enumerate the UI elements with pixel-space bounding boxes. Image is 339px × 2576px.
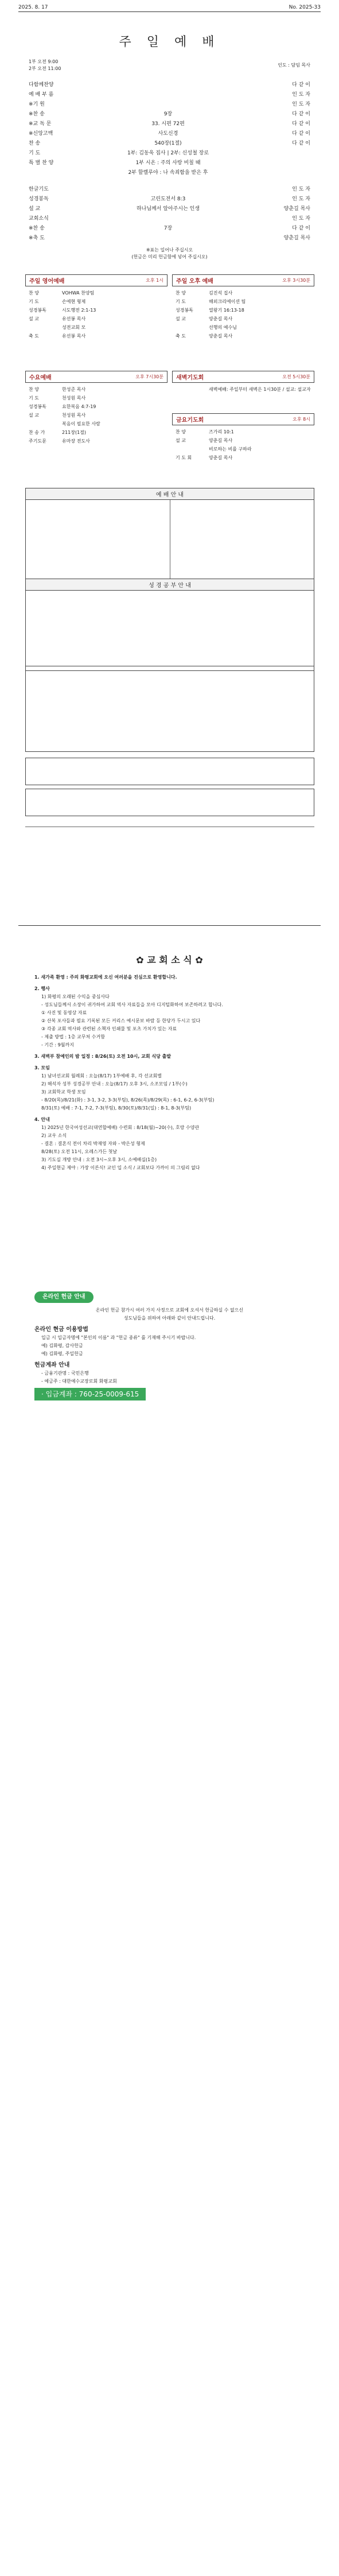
box-row-value: 유마장 전도사 [62,439,90,444]
note-offering: (헌금은 미리 헌금함에 넣어 주십시오) [131,254,208,259]
news-line: 8/31(토) 예배 : 7-1, 7-2, 7-3(부팀), 8/30(토)/8/31(일) : 8-1, 8-3(부팀) [41,1105,192,1111]
box-row [29,420,164,428]
english-service-title: 주일 영어예배 [29,278,65,285]
row-label: 한글기도 [29,187,49,192]
staff-section [25,758,314,816]
row-person: 인 도 자 [292,196,310,202]
afternoon-service-title: 주일 오후 예배 [176,278,213,285]
box-row [176,323,311,332]
row-content: 고린도전서 8:3 [150,196,186,202]
box-row-label: 설 교 [176,438,186,443]
news-line: - 성도님들께서 소장이 귀가하여 교회 역사 자료들을 모아 디지털화하여 보존하려고 합니다. [41,1002,223,1007]
box-row [176,332,311,340]
schedule-title: 예 배 안 내 [25,488,314,500]
friday-prayer-title: 금요기도회 [176,417,204,424]
divider [18,925,321,926]
row-content: 33. 시편 72편 [151,121,185,127]
box-row-label [29,420,62,428]
worship-row [29,138,310,148]
row-person: 인 도 자 [292,102,310,107]
box-row [29,315,164,323]
service-time-2: 2부 오전 11:00 [29,66,61,71]
box-row [176,315,311,323]
box-row-label: 성경봉독 [29,404,46,409]
box-row-value: 비로하는 비를 구하라 [209,447,252,452]
box-row-label: 찬 양 [176,290,186,296]
row-person: 인 도 자 [292,92,310,98]
sermon-row [29,184,310,193]
ministry-table [25,666,314,752]
wednesday-service-title: 수요예배 [29,375,52,381]
cash-method-desc: 입금 시 입금자명에 "본인의 이름" 과 "헌금 종류" 를 기재해 주시기 바랍니다. [41,1335,196,1340]
box-row [176,289,311,297]
friday-prayer-box [172,413,314,464]
box-row-label [176,385,209,394]
directory-grid [25,827,314,890]
news-heading: 4. 안내 [34,1117,50,1122]
row-person: 다 같 이 [292,82,310,88]
news-line: 1) 남녀선교회 월례회 : 오늘(8/17) 1부예배 후, 각 선교회별 [41,1073,162,1078]
afternoon-service-box [172,274,314,343]
box-row-value: 유선봉 목사 [62,333,86,339]
box-row-value: 양춘길 목사 [209,316,233,321]
sermon-row [29,193,310,203]
box-row-value: 해외크리에이션 팀 [209,299,246,304]
row-label: 설 교 [29,206,41,212]
box-row-value: 시도행전 2:1-13 [62,308,96,313]
afternoon-service-time: 오후 3시30분 [282,278,310,283]
row-content: 2부 할렐루야 : 나 속죄함을 받은 후 [128,170,208,176]
schedule-table [25,500,314,586]
bulletin-number: No. 2025-33 [289,5,321,10]
bulletin-header [18,5,321,12]
directory-section [25,827,314,890]
box-row-value: 천성원 목사 [62,413,86,418]
box-row-label: 성경봉독 [176,308,193,313]
box-row [29,289,164,297]
box-row [29,332,164,340]
sermon-row [29,232,310,242]
box-row-label: 설 교 [176,316,186,321]
worship-row [29,108,310,118]
worship-row [29,128,310,138]
news-line: 2) 교우 소식 [41,1133,67,1138]
row-label: 성경봉독 [29,196,49,202]
box-row-label: 찬 양 [29,290,39,296]
box-row [176,453,311,462]
box-row-label [176,323,209,332]
row-label: 기 도 [29,150,41,156]
box-row-label: 기 도 [29,299,39,304]
news-line: 8/28(토) 오전 11시, 오레스가든 첫날 [41,1149,118,1154]
row-content: 1부 시온 : 주의 사랑 비칠 때 [135,160,201,166]
box-row [176,297,311,306]
church-news [34,970,305,1172]
box-row-value: 유선봉 목사 [62,316,86,321]
box-row-value: 새벽예배: 주일부터 새벽은 1시30분 / 설교: 설교자 [209,387,311,392]
bible-study-section [25,579,314,671]
note-stand: ※표는 일어나 주십시오 [146,247,193,253]
box-row [29,323,164,332]
row-label: ※교 독 문 [29,121,52,127]
row-person: 인 도 자 [292,187,310,192]
row-content: 사도신경 [158,131,178,137]
news-line: 1) 2025년 한국여성선교(대연합예배) 수련회 : 8/18(월)~20(수), 호랑 수양관 [41,1125,200,1130]
row-person: 양춘길 목사 [283,206,310,212]
cash-method-title: 온라인 현금 이용방법 [34,1326,88,1333]
news-line: ① 사진 및 동영상 자료 [41,1010,87,1015]
box-row-label: 주기도문 [29,439,46,444]
box-row-label: 축 도 [29,333,39,339]
box-row-value: 열왕기 16:13-18 [209,308,244,313]
box-row-value: 선행의 예수님 [209,325,237,330]
news-line: ③ 각종 교회 역사와 관련된 소책자 인쇄물 및 포츠 가치가 있는 자료 [41,1026,177,1031]
box-row [176,436,311,445]
dawn-prayer-box [172,371,314,396]
row-label: ※찬 송 [29,226,45,231]
row-label: 특 별 찬 양 [29,160,54,166]
row-content: 하나님께서 알아주시는 인생 [136,206,200,212]
row-label: 다함께찬양 [29,82,54,88]
row-content: 7장 [163,226,173,231]
box-row-value: 양춘길 목사 [209,333,233,339]
box-row [176,428,311,436]
box-row [29,411,164,420]
english-service-box [25,274,167,343]
box-row-value: 양춘길 목사 [209,455,233,460]
news-line: 3) 교회학교 학생 모임 [41,1089,86,1095]
worship-row [29,157,310,167]
service-leader: 인도 : 담임 목사 [278,63,310,68]
box-row-value: 김진석 집사 [209,290,233,296]
sermon-order [29,184,310,242]
row-person: 다 같 이 [292,226,310,231]
box-row-value: 양춘길 목사 [209,438,233,443]
box-row-value: 요한복음 4:7-19 [62,404,96,409]
row-label: ※신앙고백 [29,131,53,137]
sermon-row [29,203,310,213]
worship-row [29,167,310,177]
service-head [29,59,310,72]
row-label: ※기 원 [29,102,45,107]
row-person: 다 같 이 [292,141,310,146]
worship-row [29,99,310,108]
news-heading: 3. 새벽부 참예인의 밤 일정 : 8/26(토) 오전 10시, 교회 식당 출발 [34,1054,172,1059]
bible-study-title: 성 경 공 부 안 내 [25,579,314,591]
dawn-prayer-time: 오전 5시30분 [282,374,310,379]
online-desc-2: 성도님들을 위하여 아래와 같이 안내드립니다. [123,1316,216,1321]
bulletin-date: 2025. 8. 17 [18,5,48,10]
box-row-value: 한성준 목사 [62,387,86,392]
row-person: 인 도 자 [292,216,310,222]
service-time-1: 1부 오전 9:00 [29,59,59,64]
box-row [176,385,311,394]
row-person: 다 같 이 [292,131,310,137]
friday-prayer-time: 오후 8시 [293,417,310,422]
box-row-value: 손에현 형제 [62,299,86,304]
box-row-value: 복음이 필요한 사람 [62,421,100,426]
ministry-section [25,666,314,752]
example-2: 예) 김화평, 주일헌금 [41,1351,83,1356]
row-label: 교회소식 [29,216,49,222]
box-row [29,297,164,306]
box-row-label: 기 도 [29,395,39,401]
account-info-title: 헌금계좌 안내 [34,1362,70,1368]
schedule-left [26,500,170,585]
news-line: 4) 주일현금 제야 : 가장 이른식! 교인 입 소식 / 교회보다 가까이 의 그림리 없다 [41,1165,200,1170]
row-label: 예 배 부 름 [29,92,54,98]
church-news-title: ✿ 교 회 소 식 ✿ [136,955,203,965]
worship-row [29,89,310,99]
staff-box-2 [25,789,314,816]
wednesday-service-box [25,371,167,448]
row-content: 9장 [163,111,173,117]
box-row-label: 축 도 [176,333,186,339]
account-number: · 입금계좌 : 760-25-0009-615 [34,1388,146,1400]
box-row-value: 성전교회 모 [62,325,86,330]
wednesday-service-time: 오후 7시30분 [135,374,163,379]
news-line: 2) 해석자 성부 성경공부 안내 : 오늘(8/17) 오후 3시, 소조모임 / 1부(수) [41,1081,188,1087]
box-row-value: 즈가리 10:1 [209,429,234,434]
row-person: 다 같 이 [292,111,310,117]
bank-name: - 금융기관명 : 국민은행 [41,1371,89,1376]
box-row-label: 성경봉독 [29,308,46,313]
box-row [29,306,164,315]
news-heading: 3. 모임 [34,1065,50,1070]
news-line: - 결혼 : 결혼식 전이 차리 박재영 자와 - 박은성 형제 [41,1141,145,1146]
worship-row [29,148,310,157]
box-row-value: 211장(1절) [62,430,87,435]
worship-row [29,118,310,128]
staff-box-1 [25,758,314,785]
news-line: 1) 화평의 오래된 수익을 중심사다 [41,994,110,999]
worship-row [29,79,310,89]
box-row-label [176,445,209,453]
box-row-value: 천성원 목사 [62,395,86,401]
box-row [29,402,164,411]
row-person: 다 같 이 [292,121,310,127]
news-line: - 기간 : 9월까지 [41,1042,74,1048]
worship-order [29,79,310,177]
news-line: - 제출 방법 : 1층 교무처 수거함 [41,1034,105,1039]
box-row [176,306,311,315]
row-content: 540장(1절) [154,141,182,146]
row-label: ※축 도 [29,235,45,241]
row-label: ※찬 송 [29,111,45,117]
box-row-label: 기 도 [176,299,186,304]
account-holder: - 예금주 : 대한예수교장로회 화평교회 [41,1379,117,1384]
page-title: 주 일 예 배 [119,35,220,49]
schedule-right [170,500,314,585]
row-label: 찬 송 [29,141,41,146]
box-row-label: 찬 송 가 [29,430,45,435]
notes [29,247,310,261]
online-offering-badge: 온라인 헌금 안내 [34,1291,93,1303]
box-row-label: 찬 양 [176,429,186,434]
sermon-row [29,213,310,223]
news-heading: 1. 새가족 환영 : 주의 화평교회에 오신 여러분을 진심으로 환영합니다. [34,975,177,980]
box-row [29,394,164,402]
news-line: ② 산복 포사들과 필요 기록된 모든 커리스 예시문보 바람 등 한당가 두시고 있다 [41,1018,201,1023]
box-row [29,428,164,437]
box-row-label: 기 도 회 [176,455,192,460]
box-row [29,385,164,394]
news-heading: 2. 행사 [34,986,50,991]
box-row-label [29,323,62,332]
row-person: 양춘길 목사 [283,235,310,241]
example-1: 예) 김화평, 감사헌금 [41,1343,83,1348]
box-row [29,437,164,445]
box-row-label: 찬 양 [29,387,39,392]
english-service-time: 오후 1시 [146,278,163,283]
schedule-section [25,488,314,586]
box-row [176,445,311,453]
box-row-label: 설 교 [29,316,39,321]
news-line: - 8/20(목)/8/21(화) : 3-1, 3-2, 3-3(부팀), 8/26(목)/8/29(목) : 6-1, 6-2, 6-3(부팀) [41,1097,215,1103]
box-row-label: 설 교 [29,413,39,418]
sermon-row [29,223,310,232]
bible-study-table [25,591,314,671]
box-row-value: VOHWA 찬양팀 [62,290,95,296]
news-line: 3) 기도실 개방 안내 : 오전 3시~오후 3시, 소예배실(1층) [41,1157,157,1162]
online-desc-1: 온라인 헌금 참가시 여러 가지 사정으로 교회에 오셔서 헌금하실 수 없으신 [95,1308,244,1313]
dawn-prayer-title: 새벽기도회 [176,375,204,381]
row-content: 1부: 김동욱 집사 | 2부: 신성철 장로 [127,150,209,156]
online-offering [34,1291,305,1400]
